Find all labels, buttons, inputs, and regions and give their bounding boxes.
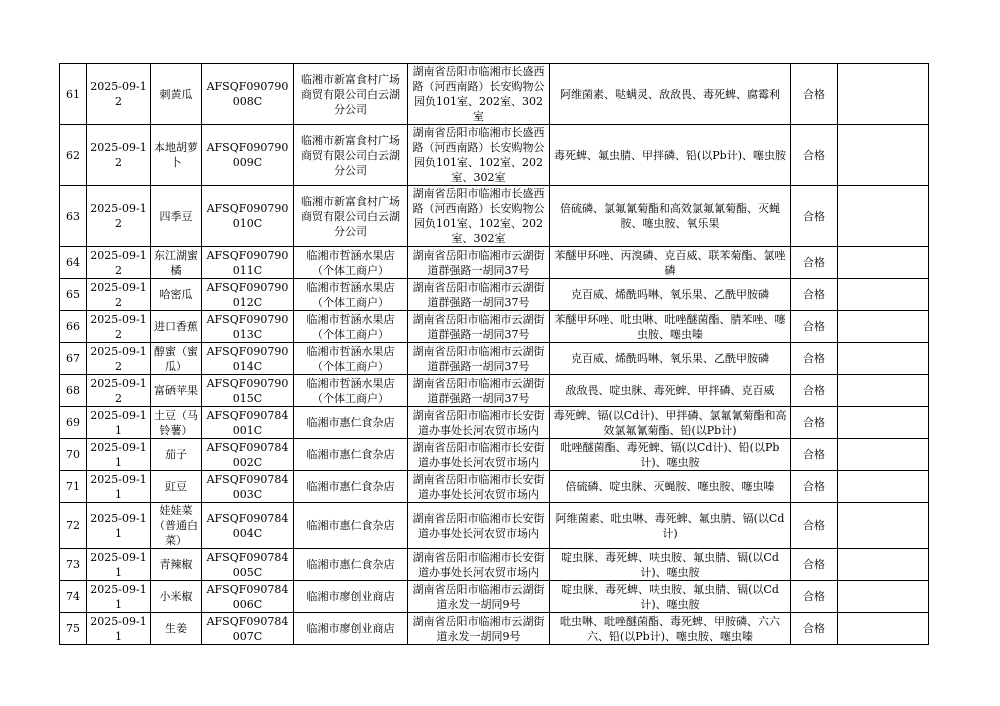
remark-cell [838,125,929,186]
sample-name-cell: 进口香蕉 [151,311,202,343]
sample-code-cell: AFSQF090790012C [202,279,294,311]
test-items-cell: 倍硫磷、氯氟氰菊酯和高效氯氟氰菊酯、灭蝇胺、噻虫胺、氧乐果 [550,186,791,247]
sample-date-cell: 2025-09-12 [87,279,151,311]
remark-cell [838,375,929,407]
test-items-cell: 苯醚甲环唑、吡虫啉、吡唑醚菌酯、腈苯唑、噻虫胺、噻虫嗪 [550,311,791,343]
sampled-unit-cell: 临湘市哲涵水果店（个体工商户） [294,247,408,279]
test-items-cell: 倍硫磷、啶虫脒、灭蝇胺、噻虫胺、噻虫嗪 [550,471,791,503]
table-row [60,613,929,645]
unit-address-cell: 湖南省岳阳市临湘市云湖街道群强路一胡同37号 [408,247,550,279]
sample-code-cell: AFSQF090790014C [202,343,294,375]
test-items-cell: 阿维菌素、吡虫啉、毒死蜱、氟虫腈、镉(以Cd计) [550,503,791,549]
test-items-cell: 啶虫脒、毒死蜱、呋虫胺、氟虫腈、镉(以Cd计)、噻虫胺 [550,549,791,581]
sample-date-cell: 2025-09-11 [87,471,151,503]
test-items-cell: 吡虫啉、吡唑醚菌酯、毒死蜱、甲胺磷、六六六、铅(以Pb计)、噻虫胺、噻虫嗪 [550,613,791,645]
row-number-cell: 68 [60,375,87,407]
sample-code-cell: AFSQF090790010C [202,186,294,247]
row-number-cell: 64 [60,247,87,279]
unit-address-cell: 湖南省岳阳市临湘市云湖街道永发一胡同9号 [408,613,550,645]
sample-date-cell: 2025-09-12 [87,64,151,125]
test-items-cell: 吡唑醚菌酯、毒死蜱、镉(以Cd计)、铅(以Pb计)、噻虫胺 [550,439,791,471]
unit-address-cell: 湖南省岳阳市临湘市长安街道办事处长河农贸市场内 [408,439,550,471]
sample-date-cell: 2025-09-12 [87,311,151,343]
sampled-unit-cell: 临湘市惠仁食杂店 [294,549,408,581]
sample-name-cell: 豇豆 [151,471,202,503]
table-row [60,247,929,279]
result-cell: 合格 [791,64,838,125]
sample-name-cell: 小米椒 [151,581,202,613]
remark-cell [838,186,929,247]
sample-name-cell: 青辣椒 [151,549,202,581]
sample-code-cell: AFSQF090790011C [202,247,294,279]
sampled-unit-cell: 临湘市新富食村广场商贸有限公司白云湖分公司 [294,186,408,247]
sample-date-cell: 2025-09-12 [87,247,151,279]
sample-code-cell: AFSQF090784007C [202,613,294,645]
remark-cell [838,407,929,439]
sampled-unit-cell: 临湘市哲涵水果店（个体工商户） [294,343,408,375]
unit-address-cell: 湖南省岳阳市临湘市云湖街道群强路一胡同37号 [408,343,550,375]
row-number-cell: 65 [60,279,87,311]
sample-date-cell: 2025-09-12 [87,125,151,186]
row-number-cell: 72 [60,503,87,549]
unit-address-cell: 湖南省岳阳市临湘市云湖街道永发一胡同9号 [408,581,550,613]
sample-name-cell: 醇蜜（蜜瓜） [151,343,202,375]
unit-address-cell: 湖南省岳阳市临湘市长安街道办事处长河农贸市场内 [408,549,550,581]
sample-code-cell: AFSQF090784006C [202,581,294,613]
unit-address-cell: 湖南省岳阳市临湘市长盛西路（河西南路）长安购物公园负101室、202室、302室 [408,64,550,125]
unit-address-cell: 湖南省岳阳市临湘市长安街道办事处长河农贸市场内 [408,407,550,439]
sample-code-cell: AFSQF090790015C [202,375,294,407]
sampled-unit-cell: 临湘市哲涵水果店（个体工商户） [294,311,408,343]
sample-name-cell: 哈密瓜 [151,279,202,311]
sample-code-cell: AFSQF090784001C [202,407,294,439]
sample-date-cell: 2025-09-11 [87,549,151,581]
test-items-cell: 毒死蜱、镉(以Cd计)、甲拌磷、氯氟氰菊酯和高效氯氟氰菊酯、铅(以Pb计) [550,407,791,439]
row-number-cell: 61 [60,64,87,125]
result-cell: 合格 [791,279,838,311]
row-number-cell: 63 [60,186,87,247]
row-number-cell: 67 [60,343,87,375]
sampled-unit-cell: 临湘市哲涵水果店（个体工商户） [294,279,408,311]
table-row [60,125,929,186]
sample-name-cell: 生姜 [151,613,202,645]
table-row [60,549,929,581]
table-row [60,279,929,311]
sampled-unit-cell: 临湘市惠仁食杂店 [294,407,408,439]
row-number-cell: 66 [60,311,87,343]
row-number-cell: 62 [60,125,87,186]
remark-cell [838,503,929,549]
sample-name-cell: 娃娃菜（普通白菜） [151,503,202,549]
sample-date-cell: 2025-09-12 [87,343,151,375]
table-row [60,375,929,407]
unit-address-cell: 湖南省岳阳市临湘市云湖街道群强路一胡同37号 [408,375,550,407]
unit-address-cell: 湖南省岳阳市临湘市长安街道办事处长河农贸市场内 [408,471,550,503]
remark-cell [838,439,929,471]
remark-cell [838,247,929,279]
sample-code-cell: AFSQF090790008C [202,64,294,125]
remark-cell [838,549,929,581]
result-cell: 合格 [791,375,838,407]
sample-date-cell: 2025-09-11 [87,439,151,471]
sample-date-cell: 2025-09-11 [87,407,151,439]
row-number-cell: 71 [60,471,87,503]
row-number-cell: 74 [60,581,87,613]
sample-date-cell: 2025-09-11 [87,503,151,549]
table-body [60,64,929,645]
test-items-cell: 敌敌畏、啶虫脒、毒死蜱、甲拌磷、克百威 [550,375,791,407]
sampled-unit-cell: 临湘市惠仁食杂店 [294,503,408,549]
result-cell: 合格 [791,503,838,549]
result-cell: 合格 [791,471,838,503]
sampled-unit-cell: 临湘市廖创业商店 [294,581,408,613]
table-row [60,439,929,471]
sample-date-cell: 2025-09-12 [87,375,151,407]
sample-code-cell: AFSQF090784003C [202,471,294,503]
sampled-unit-cell: 临湘市廖创业商店 [294,613,408,645]
sample-code-cell: AFSQF090790009C [202,125,294,186]
result-cell: 合格 [791,549,838,581]
unit-address-cell: 湖南省岳阳市临湘市长盛西路（河西南路）长安购物公园负101室、102室、202室、302室 [408,186,550,247]
sampled-unit-cell: 临湘市哲涵水果店（个体工商户） [294,375,408,407]
remark-cell [838,613,929,645]
table-row [60,311,929,343]
test-items-cell: 阿维菌素、哒螨灵、敌敌畏、毒死蜱、腐霉利 [550,64,791,125]
sample-date-cell: 2025-09-12 [87,186,151,247]
sample-name-cell: 富硒苹果 [151,375,202,407]
table-row [60,581,929,613]
remark-cell [838,471,929,503]
sampled-unit-cell: 临湘市新富食村广场商贸有限公司白云湖分公司 [294,125,408,186]
test-items-cell: 啶虫脒、毒死蜱、呋虫胺、氟虫腈、镉(以Cd计)、噻虫胺 [550,581,791,613]
result-cell: 合格 [791,186,838,247]
unit-address-cell: 湖南省岳阳市临湘市云湖街道群强路一胡同37号 [408,279,550,311]
unit-address-cell: 湖南省岳阳市临湘市长盛西路（河西南路）长安购物公园负101室、102室、202室、302室 [408,125,550,186]
sample-name-cell: 四季豆 [151,186,202,247]
sample-name-cell: 土豆（马铃薯） [151,407,202,439]
remark-cell [838,343,929,375]
remark-cell [838,311,929,343]
sample-name-cell: 茄子 [151,439,202,471]
sample-name-cell: 东江湖蜜橘 [151,247,202,279]
result-cell: 合格 [791,343,838,375]
remark-cell [838,64,929,125]
sample-code-cell: AFSQF090784002C [202,439,294,471]
result-cell: 合格 [791,247,838,279]
sample-name-cell: 刺黄瓜 [151,64,202,125]
unit-address-cell: 湖南省岳阳市临湘市长安街道办事处长河农贸市场内 [408,503,550,549]
sample-code-cell: AFSQF090790013C [202,311,294,343]
sample-code-cell: AFSQF090784004C [202,503,294,549]
inspection-results-table [59,63,929,645]
remark-cell [838,581,929,613]
table-row [60,186,929,247]
sample-date-cell: 2025-09-11 [87,613,151,645]
row-number-cell: 73 [60,549,87,581]
sampled-unit-cell: 临湘市新富食村广场商贸有限公司白云湖分公司 [294,64,408,125]
row-number-cell: 69 [60,407,87,439]
test-items-cell: 苯醚甲环唑、丙溴磷、克百威、联苯菊酯、氯唑磷 [550,247,791,279]
sample-code-cell: AFSQF090784005C [202,549,294,581]
row-number-cell: 70 [60,439,87,471]
result-cell: 合格 [791,581,838,613]
result-cell: 合格 [791,125,838,186]
sampled-unit-cell: 临湘市惠仁食杂店 [294,471,408,503]
result-cell: 合格 [791,613,838,645]
table-row [60,343,929,375]
sample-name-cell: 本地胡萝卜 [151,125,202,186]
table-row [60,407,929,439]
unit-address-cell: 湖南省岳阳市临湘市云湖街道群强路一胡同37号 [408,311,550,343]
test-items-cell: 克百威、烯酰吗啉、氧乐果、乙酰甲胺磷 [550,343,791,375]
result-cell: 合格 [791,439,838,471]
table-row [60,471,929,503]
test-items-cell: 毒死蜱、氟虫腈、甲拌磷、铅(以Pb计)、噻虫胺 [550,125,791,186]
remark-cell [838,279,929,311]
table-row [60,503,929,549]
row-number-cell: 75 [60,613,87,645]
test-items-cell: 克百威、烯酰吗啉、氧乐果、乙酰甲胺磷 [550,279,791,311]
result-cell: 合格 [791,407,838,439]
sample-date-cell: 2025-09-11 [87,581,151,613]
result-cell: 合格 [791,311,838,343]
table-row [60,64,929,125]
sampled-unit-cell: 临湘市惠仁食杂店 [294,439,408,471]
